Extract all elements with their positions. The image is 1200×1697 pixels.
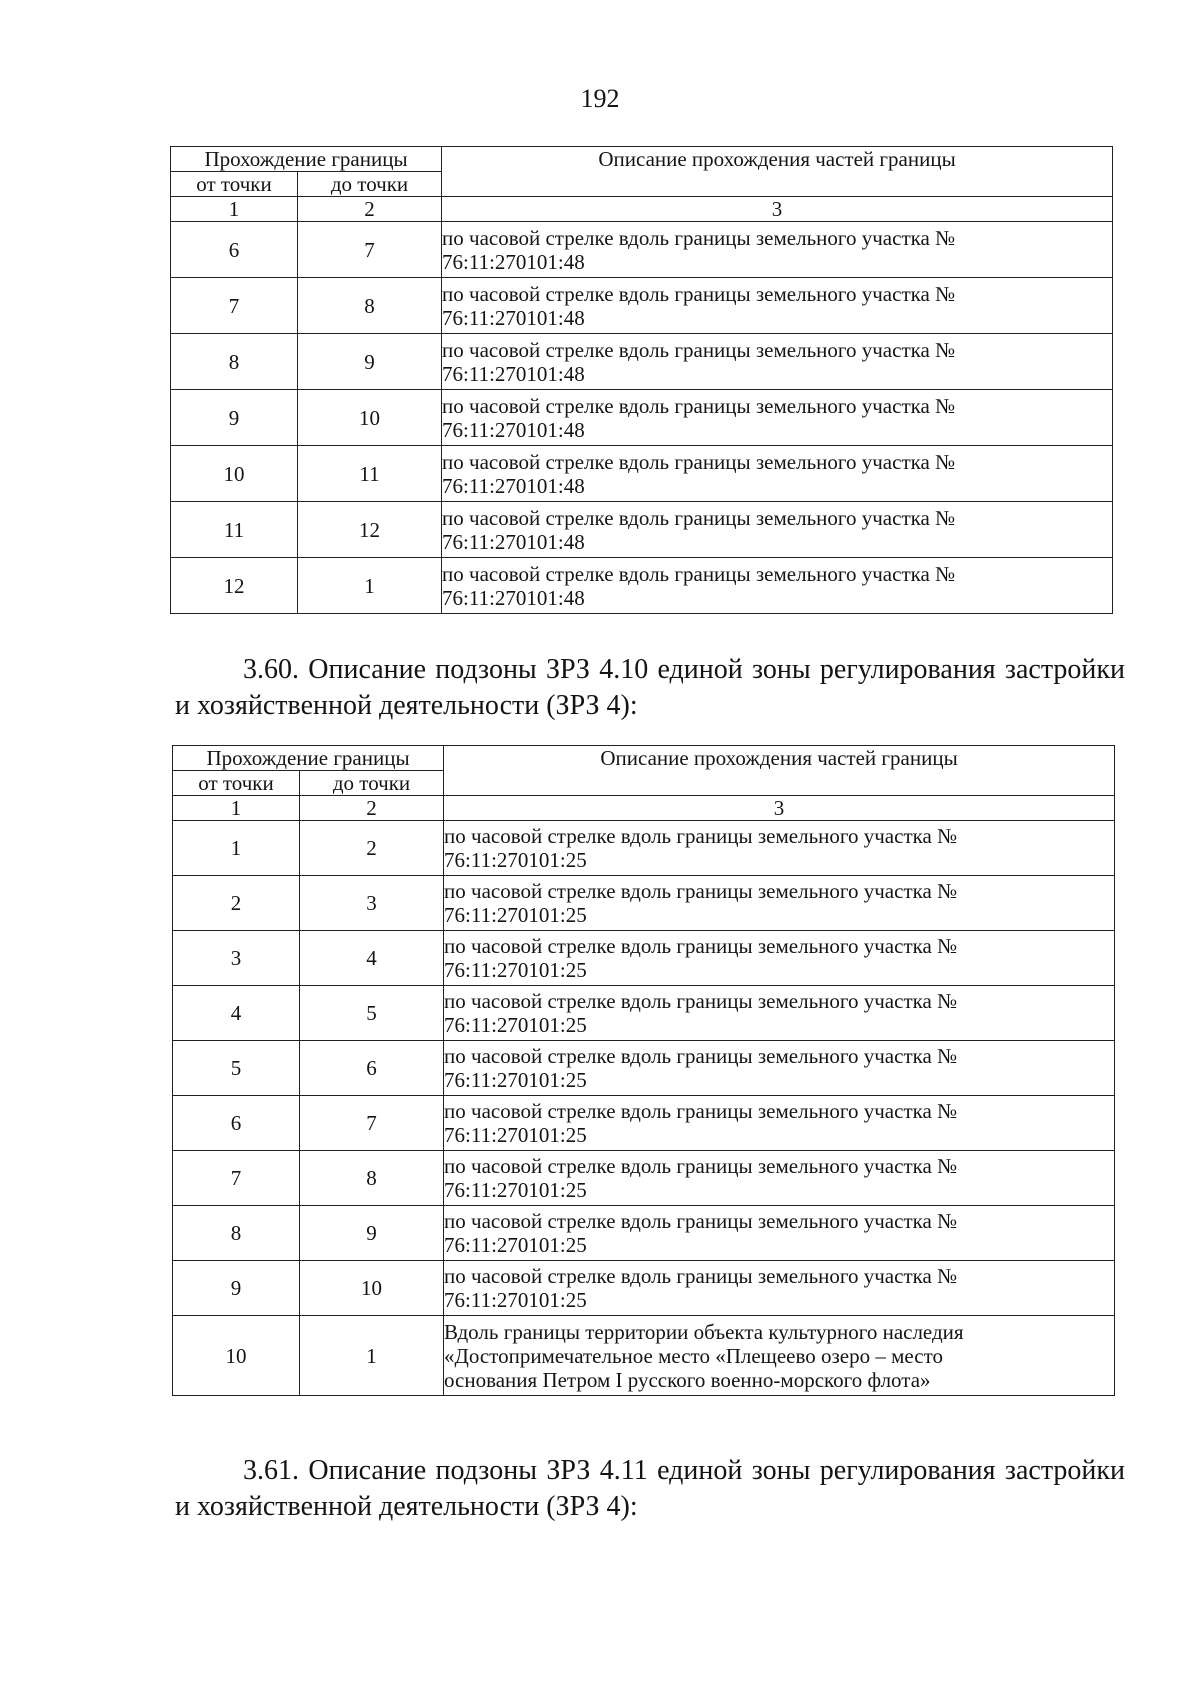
cadastral-number: 76:11:270101:48	[442, 305, 585, 330]
boundary-table-2	[172, 745, 1115, 1396]
cadastral-number: 76:11:270101:25	[444, 1013, 587, 1037]
to-point: 12	[298, 502, 442, 558]
col-number-1: 1	[173, 796, 300, 821]
table-row	[173, 1041, 1115, 1096]
boundary-description	[442, 222, 1113, 278]
to-point: 11	[298, 446, 442, 502]
header-description: Описание прохождения частей границы	[442, 147, 1113, 197]
header-to-point: до точки	[298, 172, 442, 197]
to-point: 10	[300, 1261, 444, 1316]
description-line: по часовой стрелке вдоль границы земельного участка №	[444, 1044, 958, 1068]
table-row	[173, 986, 1115, 1041]
boundary-description	[442, 390, 1113, 446]
description-line: по часовой стрелке вдоль границы земельного участка №	[442, 337, 956, 362]
to-point: 8	[300, 1151, 444, 1206]
description-line: по часовой стрелке вдоль границы земельного участка №	[442, 505, 956, 530]
cadastral-number: 76:11:270101:48	[442, 249, 585, 274]
from-point: 6	[171, 222, 298, 278]
cadastral-number: 76:11:270101:48	[442, 417, 585, 442]
heading-line: и хозяйственной деятельности (ЗРЗ 4):	[175, 1491, 638, 1522]
page-number: 192	[580, 84, 620, 113]
cadastral-number: 76:11:270101:25	[444, 1233, 587, 1257]
table-row	[171, 222, 1113, 278]
to-point: 9	[298, 334, 442, 390]
col-number-3: 3	[442, 197, 1113, 222]
to-point: 5	[300, 986, 444, 1041]
col-number-1: 1	[171, 197, 298, 222]
from-point: 6	[173, 1096, 300, 1151]
boundary-description	[442, 334, 1113, 390]
boundary-description	[444, 1151, 1115, 1206]
boundary-description	[442, 558, 1113, 614]
heading-line: 3.61. Описание подзоны ЗРЗ 4.11 единой зоны регулирования застройки	[243, 1455, 1125, 1486]
from-point: 10	[173, 1316, 300, 1396]
description-line: по часовой стрелке вдоль границы земельного участка №	[442, 561, 956, 586]
cadastral-number: 76:11:270101:48	[442, 361, 585, 386]
table-row	[173, 1206, 1115, 1261]
cadastral-number: 76:11:270101:25	[444, 1123, 587, 1147]
boundary-description	[442, 502, 1113, 558]
table-row	[171, 502, 1113, 558]
description-line: по часовой стрелке вдоль границы земельного участка №	[444, 824, 958, 848]
boundary-description	[444, 931, 1115, 986]
table-row	[171, 558, 1113, 614]
description-line: Вдоль границы территории объекта культурного наследия	[444, 1319, 964, 1344]
header-boundary-passage: Прохождение границы	[171, 147, 442, 172]
header-from-point: от точки	[173, 771, 300, 796]
col-number-2: 2	[300, 796, 444, 821]
cadastral-number: 76:11:270101:48	[442, 473, 585, 498]
section-heading-3-61	[175, 1453, 1125, 1525]
boundary-description	[442, 278, 1113, 334]
description-line: основания Петром I русского военно-морского флота»	[444, 1367, 931, 1392]
description-line: по часовой стрелке вдоль границы земельного участка №	[444, 934, 958, 958]
cadastral-number: 76:11:270101:25	[444, 1288, 587, 1312]
heading-line: 3.60. Описание подзоны ЗРЗ 4.10 единой зоны регулирования застройки	[243, 654, 1125, 685]
description-line: по часовой стрелке вдоль границы земельного участка №	[444, 1209, 958, 1233]
description-line: по часовой стрелке вдоль границы земельного участка №	[444, 1154, 958, 1178]
table-row	[171, 446, 1113, 502]
description-line: по часовой стрелке вдоль границы земельного участка №	[444, 1099, 958, 1123]
from-point: 10	[171, 446, 298, 502]
from-point: 9	[173, 1261, 300, 1316]
cadastral-number: 76:11:270101:25	[444, 848, 587, 872]
description-line: по часовой стрелке вдоль границы земельного участка №	[442, 281, 956, 306]
from-point: 8	[173, 1206, 300, 1261]
section-heading-3-60	[175, 652, 1125, 724]
boundary-description	[444, 1041, 1115, 1096]
cadastral-number: 76:11:270101:25	[444, 958, 587, 982]
table-row	[173, 1151, 1115, 1206]
description-line: по часовой стрелке вдоль границы земельного участка №	[442, 449, 956, 474]
boundary-description	[444, 876, 1115, 931]
from-point: 8	[171, 334, 298, 390]
header-to-point: до точки	[300, 771, 444, 796]
table-row	[173, 876, 1115, 931]
description-line: по часовой стрелке вдоль границы земельного участка №	[444, 989, 958, 1013]
boundary-description	[444, 821, 1115, 876]
header-description: Описание прохождения частей границы	[444, 746, 1115, 796]
cadastral-number: 76:11:270101:25	[444, 1068, 587, 1092]
table-row	[173, 821, 1115, 876]
to-point: 9	[300, 1206, 444, 1261]
to-point: 4	[300, 931, 444, 986]
from-point: 12	[171, 558, 298, 614]
cadastral-number: 76:11:270101:48	[442, 585, 585, 610]
description-line: по часовой стрелке вдоль границы земельного участка №	[442, 393, 956, 418]
to-point: 10	[298, 390, 442, 446]
boundary-description	[444, 1206, 1115, 1261]
table-row	[173, 1316, 1115, 1396]
heading-line: и хозяйственной деятельности (ЗРЗ 4):	[175, 690, 638, 721]
description-line: по часовой стрелке вдоль границы земельного участка №	[442, 225, 956, 250]
table-row	[171, 334, 1113, 390]
cadastral-number: 76:11:270101:48	[442, 529, 585, 554]
from-point: 5	[173, 1041, 300, 1096]
to-point: 1	[300, 1316, 444, 1396]
boundary-description	[444, 1096, 1115, 1151]
table-row	[173, 1261, 1115, 1316]
from-point: 7	[173, 1151, 300, 1206]
to-point: 6	[300, 1041, 444, 1096]
heritage-boundary-description	[444, 1316, 1115, 1396]
boundary-description	[444, 1261, 1115, 1316]
to-point: 3	[300, 876, 444, 931]
description-line: «Достопримечательное место «Плещеево озеро – место	[444, 1343, 943, 1368]
from-point: 7	[171, 278, 298, 334]
cadastral-number: 76:11:270101:25	[444, 903, 587, 927]
table-row	[173, 931, 1115, 986]
boundary-description	[444, 986, 1115, 1041]
from-point: 3	[173, 931, 300, 986]
to-point: 8	[298, 278, 442, 334]
table-row	[171, 390, 1113, 446]
from-point: 1	[173, 821, 300, 876]
description-line: по часовой стрелке вдоль границы земельного участка №	[444, 1264, 958, 1288]
from-point: 9	[171, 390, 298, 446]
to-point: 7	[300, 1096, 444, 1151]
from-point: 2	[173, 876, 300, 931]
to-point: 1	[298, 558, 442, 614]
to-point: 7	[298, 222, 442, 278]
header-boundary-passage: Прохождение границы	[173, 746, 444, 771]
to-point: 2	[300, 821, 444, 876]
col-number-2: 2	[298, 197, 442, 222]
from-point: 11	[171, 502, 298, 558]
boundary-table-1	[170, 146, 1113, 614]
description-line: по часовой стрелке вдоль границы земельного участка №	[444, 879, 958, 903]
from-point: 4	[173, 986, 300, 1041]
col-number-3: 3	[444, 796, 1115, 821]
table-row	[173, 1096, 1115, 1151]
header-from-point: от точки	[171, 172, 298, 197]
boundary-description	[442, 446, 1113, 502]
cadastral-number: 76:11:270101:25	[444, 1178, 587, 1202]
table-row	[171, 278, 1113, 334]
